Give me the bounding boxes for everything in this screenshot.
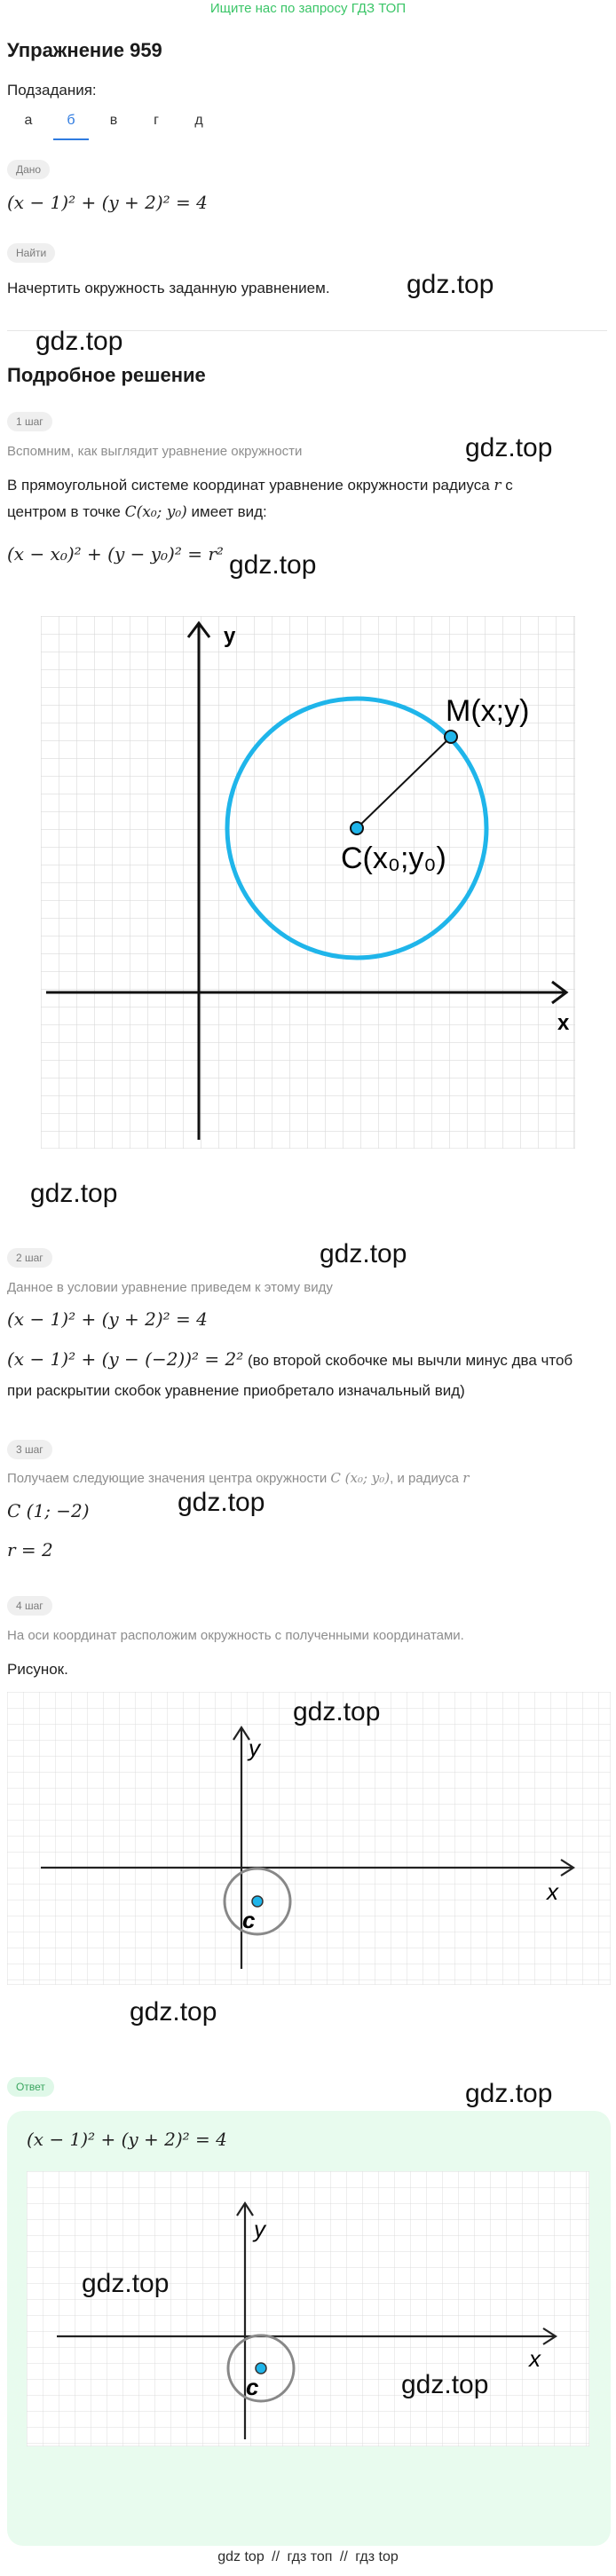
center-point (351, 822, 363, 834)
watermark: gdz.top (407, 270, 494, 299)
step3-hint (7, 1470, 469, 1486)
y-axis-label: y (249, 1734, 260, 1761)
point-m (445, 731, 457, 743)
point-c-label: c (246, 2374, 259, 2400)
step3-hint-r: r (462, 1470, 470, 1486)
step3-hint-b: , и радиуса (390, 1471, 463, 1486)
step2-chip: 2 шаг (7, 1248, 52, 1268)
step1-text-line2 (7, 501, 267, 524)
subtasks-label: Подзадания: (7, 82, 97, 99)
step4-figure-label: Рисунок. (7, 1661, 68, 1678)
tab-b[interactable]: б (50, 108, 92, 138)
watermark: gdz.top (82, 2269, 170, 2298)
step1-equation: (x − x₀)² + (y − y₀)² = r² (7, 543, 224, 565)
point-c-label: c (242, 1907, 256, 1933)
step4-chip: 4 шаг (7, 1596, 52, 1616)
watermark: gdz.top (130, 1997, 217, 2027)
answer-figure (27, 2171, 589, 2446)
step2-note-a: (во второй скобочке мы вычли минус два чтоб (243, 1352, 573, 1369)
step1-text-line1 (7, 474, 611, 497)
step3-chip: 3 шаг (7, 1440, 52, 1459)
page-title: Упражнение 959 (7, 39, 162, 61)
top-banner-link[interactable]: Ищите нас по запросу ГДЗ ТОП (209, 1, 407, 16)
x-axis-label: x (557, 1011, 570, 1035)
bottom-separator: // (339, 2549, 348, 2564)
step3-hint-a: Получаем следующие значения центра окружности (7, 1471, 331, 1486)
grid-background (27, 2171, 589, 2446)
given-equation: (x − 1)² + (y + 2)² = 4 (7, 192, 208, 213)
y-axis-label: y (254, 2216, 265, 2242)
tab-g[interactable]: г (154, 113, 159, 128)
watermark: gdz.top (465, 2079, 553, 2108)
watermark: gdz.top (30, 1179, 118, 1208)
x-axis-label: x (529, 2345, 541, 2372)
step2-equation1: (x − 1)² + (y + 2)² = 4 (7, 1308, 208, 1330)
answer-circle-figure (7, 1692, 611, 1985)
step1-text-c: центром в точке (7, 503, 125, 520)
x-axis-label: x (547, 1878, 558, 1905)
step1-r: r (494, 477, 501, 494)
bottom-separator: // (272, 2549, 280, 2564)
watermark: gdz.top (178, 1488, 265, 1517)
solution-title: Подробное решение (7, 364, 206, 386)
given-chip: Дано (7, 160, 50, 179)
circle-equation-figure (41, 616, 575, 1149)
bottom-link-1[interactable]: gdz top (217, 2549, 265, 2564)
step2-equation2: (x − 1)² + (y − (−2))² = 2² (7, 1348, 244, 1370)
step3-center-value: C (1; −2) (7, 1500, 90, 1521)
watermark: gdz.top (293, 1697, 381, 1727)
bottom-link-3[interactable]: гдз top (355, 2549, 399, 2564)
watermark: gdz.top (36, 327, 123, 356)
y-axis-label: y (224, 624, 236, 648)
step2-hint: Данное в условии уравнение приведем к этому виду (7, 1280, 333, 1295)
step1-text-b: с (501, 477, 513, 494)
tab-a[interactable]: а (24, 113, 33, 128)
answer-equation: (x − 1)² + (y + 2)² = 4 (27, 2129, 227, 2150)
grid-background (7, 1692, 611, 1985)
point-m-label: M(x;y) (446, 694, 530, 728)
answer-chip: Ответ (7, 2077, 54, 2097)
step1-center: C(x₀; y₀) (124, 503, 187, 521)
tab-v[interactable]: в (109, 113, 118, 128)
step1-text-d: имеет вид: (186, 503, 267, 520)
tab-d[interactable]: д (194, 113, 203, 128)
bottom-link-2[interactable]: гдз топ (287, 2549, 333, 2564)
subtask-tabs (7, 108, 220, 138)
bottom-links (0, 2549, 616, 2565)
step2-note-b: при раскрытии скобок уравнение приобретало изначальный вид) (7, 1382, 465, 1399)
step1-chip: 1 шаг (7, 412, 52, 431)
watermark: gdz.top (229, 550, 317, 580)
step3-hint-center: C (x₀; y₀) (330, 1470, 391, 1486)
step1-text-a: В прямоугольной системе координат уравнение окружности радиуса (7, 477, 494, 494)
find-text: Начертить окружность заданную уравнением. (7, 280, 330, 296)
center-point (252, 1896, 263, 1907)
step1-hint: Вспомним, как выглядит уравнение окружности (7, 444, 303, 459)
watermark: gdz.top (320, 1239, 407, 1268)
center-point (256, 2363, 266, 2374)
watermark: gdz.top (465, 433, 553, 462)
step3-radius-value: r = 2 (7, 1539, 53, 1561)
find-chip: Найти (7, 243, 55, 263)
watermark: gdz.top (401, 2370, 489, 2399)
point-c-label: C(x₀;y₀) (341, 842, 446, 875)
step2-line (7, 1347, 611, 1372)
step4-hint: На оси координат расположим окружность с полученными координатами. (7, 1628, 464, 1643)
